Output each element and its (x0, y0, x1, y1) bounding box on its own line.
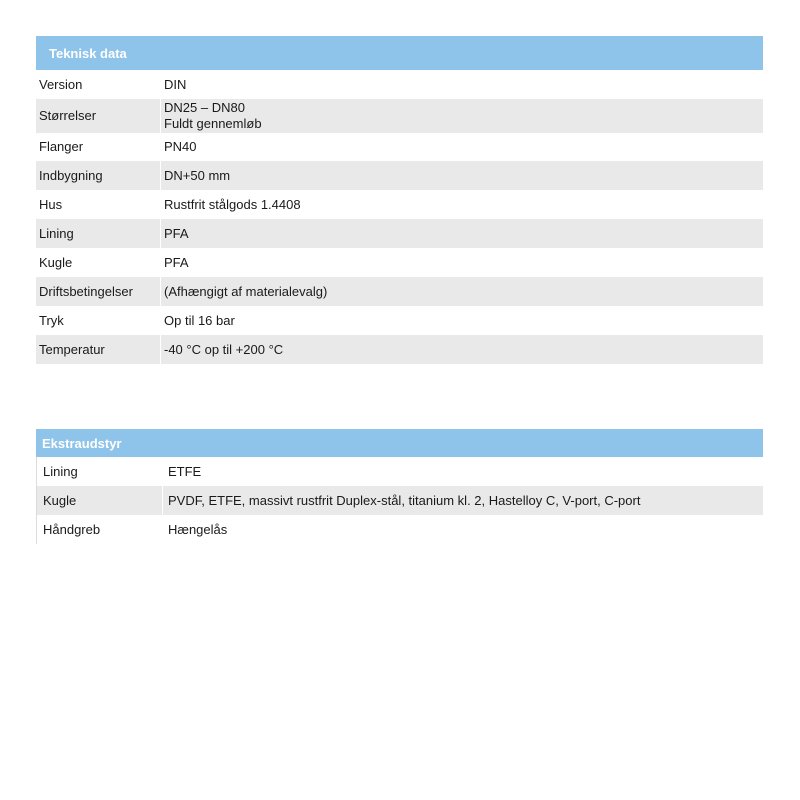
row-value: PFA (164, 225, 189, 241)
table-title: Teknisk data (36, 36, 763, 70)
table-row (36, 99, 763, 133)
table-row (36, 248, 763, 277)
row-value: (Afhængigt af materialevalg) (164, 283, 328, 299)
row-value: DIN (164, 76, 187, 92)
technical-data-table (36, 36, 763, 364)
row-label: Indbygning (36, 161, 161, 190)
table-row (36, 133, 763, 161)
row-value: DN+50 mm (164, 167, 231, 183)
table-row (36, 457, 763, 486)
row-value: PN40 (164, 139, 197, 154)
table-row (36, 219, 763, 248)
row-value: Op til 16 bar (164, 312, 235, 328)
row-label: Temperatur (36, 335, 161, 364)
row-label: Størrelser (36, 99, 161, 133)
row-label: Version (36, 70, 161, 99)
row-label: Driftsbetingelser (36, 277, 161, 306)
row-label: Lining (37, 457, 163, 486)
row-value-line: DN25 – DN80 (164, 100, 245, 115)
table-row (36, 306, 763, 335)
row-value: ETFE (168, 463, 202, 479)
row-value (161, 100, 763, 132)
row-label: Hus (36, 190, 161, 219)
row-value: Hængelås (168, 521, 228, 537)
table-row (36, 277, 763, 306)
row-label: Kugle (36, 248, 161, 277)
table-row (36, 70, 763, 99)
table-row (36, 486, 763, 515)
row-label: Håndgreb (37, 515, 163, 544)
row-value: -40 °C op til +200 °C (164, 341, 284, 357)
row-value: PVDF, ETFE, massivt rustfrit Duplex-stål, titanium kl. 2, Hastelloy C, V-port, C-port (168, 492, 641, 508)
row-label: Kugle (37, 486, 163, 515)
table-row (36, 161, 763, 190)
table-row (36, 335, 763, 364)
table-row (36, 515, 763, 544)
row-value: PFA (164, 254, 189, 270)
row-value: Rustfrit stålgods 1.4408 (164, 196, 301, 212)
row-label: Tryk (36, 306, 161, 335)
row-label: Flanger (36, 133, 161, 161)
table-title: Ekstraudstyr (36, 429, 763, 457)
row-label: Lining (36, 219, 161, 248)
table-row (36, 190, 763, 219)
accessories-table (36, 429, 763, 544)
row-value-line: Fuldt gennemløb (164, 116, 262, 131)
